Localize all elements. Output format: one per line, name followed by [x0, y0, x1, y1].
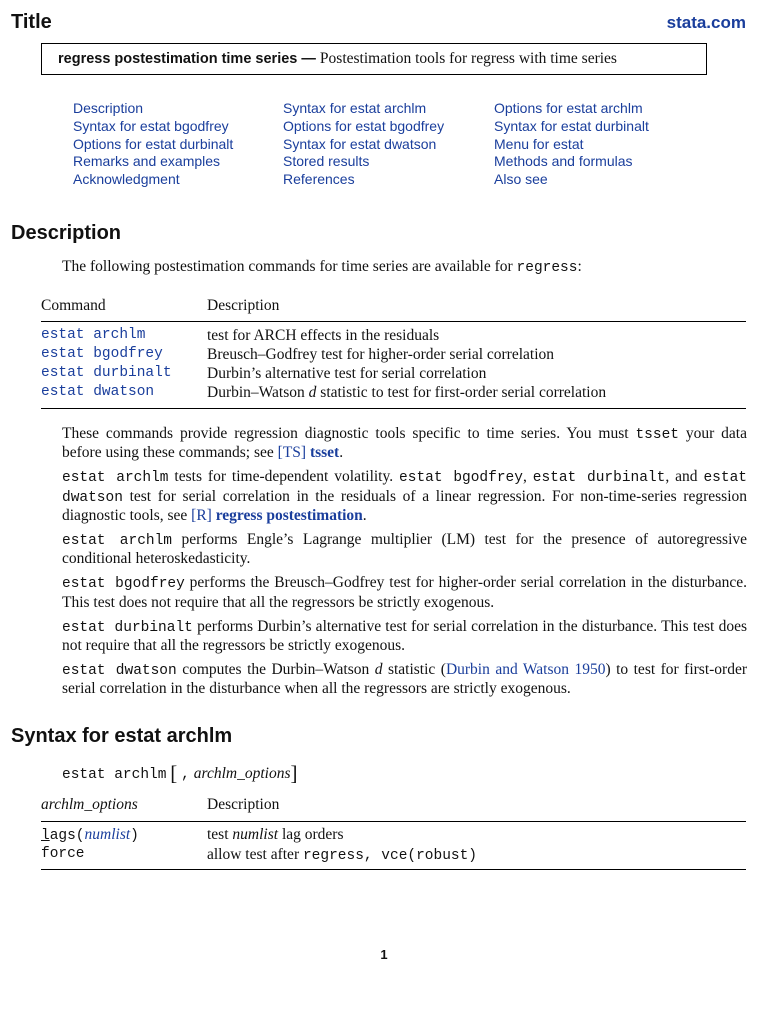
paragraph: estat dwatson computes the Durbin–Watson d statistic (Durbin and Watson 1950) to test for first-order serial correlation in the disturbance when all the regressors are strictly exogenous. — [62, 661, 747, 698]
intro-colon: : — [577, 258, 582, 275]
citation-link[interactable]: Durbin and Watson 1950 — [445, 661, 606, 679]
intro-command: regress — [516, 260, 578, 276]
syntax-bracket-open: [ — [170, 761, 178, 785]
toc-column-1 — [73, 100, 233, 189]
paragraph: estat archlm performs Engle’s Lagrange multiplier (LM) test for the presence of autoregressive conditional heteroskedasticity. — [62, 531, 748, 568]
row-desc-part: Durbin–Watson — [207, 384, 309, 401]
row-desc-var: d — [308, 384, 317, 401]
command-link[interactable]: estat archlm — [41, 327, 146, 343]
header-description: Description — [207, 796, 280, 813]
toc-link[interactable]: Syntax for estat bgodfrey — [73, 117, 229, 134]
header-command: Command — [41, 297, 106, 314]
option-force: force — [41, 846, 85, 862]
table-rule — [41, 408, 746, 409]
option-abbrev: l — [41, 828, 50, 844]
row-description: test for ARCH effects in the residuals — [207, 327, 440, 344]
toc-column-2 — [283, 100, 444, 189]
table-rule — [41, 321, 746, 322]
numlist-link[interactable]: numlist — [84, 826, 131, 843]
toc-link[interactable]: Stored results — [283, 153, 370, 170]
row-description: allow test after regress, vce(robust) — [207, 846, 478, 864]
option-lags — [41, 825, 139, 846]
header-options: archlm_options — [41, 796, 138, 813]
title-command: regress postestimation time series — [58, 51, 298, 67]
manual-ref-link[interactable]: [R] — [191, 506, 212, 524]
site-link[interactable]: stata.com — [666, 13, 746, 32]
row-description: Durbin’s alternative test for serial correlation — [207, 365, 487, 382]
description-body — [41, 425, 747, 699]
tsset-link[interactable]: tsset — [309, 444, 340, 462]
toc-link[interactable]: References — [283, 171, 355, 188]
title-box — [41, 43, 707, 75]
page-number: 1 — [380, 947, 388, 962]
toc-link[interactable]: Options for estat durbinalt — [73, 135, 234, 152]
intro-text: The following postestimation commands for time series are available for — [62, 258, 517, 275]
toc-link[interactable]: Acknowledgment — [73, 171, 180, 188]
toc-link[interactable]: Also see — [494, 171, 548, 188]
syntax-command: estat archlm — [62, 767, 167, 783]
page-title: Title — [11, 11, 52, 33]
paragraph: estat bgodfrey performs the Breusch–Godfrey test for higher-order serial correlation in the disturbance. This test does not require that all the regressors be strictly exogenous. — [62, 574, 747, 611]
section-heading-syntax-archlm: Syntax for estat archlm — [11, 725, 233, 747]
syntax-comma: , — [181, 767, 190, 783]
header-description: Description — [207, 297, 280, 314]
description-intro — [41, 258, 747, 277]
toc-link[interactable]: Remarks and examples — [73, 153, 221, 170]
title-dash: — — [297, 51, 320, 67]
toc-column-3 — [494, 100, 649, 189]
toc-link[interactable]: Methods and formulas — [494, 153, 633, 170]
option-close: ) — [130, 828, 139, 844]
toc-link[interactable]: Syntax for estat dwatson — [283, 135, 437, 152]
manual-ref-link[interactable]: [TS] — [277, 444, 307, 462]
row-description: Breusch–Godfrey test for higher-order serial correlation — [207, 346, 555, 363]
row-description: test numlist lag orders — [207, 826, 344, 843]
toc-link[interactable]: Options for estat bgodfrey — [283, 117, 445, 134]
toc-link[interactable]: Syntax for estat archlm — [283, 100, 427, 116]
syntax-bracket-close: ] — [290, 761, 298, 785]
command-link[interactable]: estat dwatson — [41, 384, 155, 400]
regress-postestimation-link[interactable]: regress postestimation — [215, 506, 363, 524]
option-rest: ags( — [49, 828, 85, 844]
paragraph: estat durbinalt performs Durbin’s alternative test for serial correlation in the disturbance. This test does not require that all the regressors be strictly exogenous. — [62, 617, 747, 655]
toc-link[interactable]: Options for estat archlm — [494, 100, 643, 116]
paragraph: estat archlm tests for time-dependent volatility. estat bgodfrey, estat durbinalt, and estat dwatson test for serial correlation in the residuals of a linear regression. For non-time-series regression diagnostic tools, see [R] regress postestimation. — [62, 468, 747, 524]
toc-link[interactable]: Description — [73, 100, 144, 116]
table-rule — [41, 821, 746, 822]
title-summary: Postestimation tools for regress with time series — [319, 50, 617, 67]
command-link[interactable]: estat durbinalt — [41, 365, 172, 381]
row-description — [207, 383, 606, 402]
syntax-line — [41, 761, 747, 785]
command-link[interactable]: estat bgodfrey — [41, 346, 163, 362]
row-desc-part: statistic to test for first-order serial correlation — [316, 384, 607, 401]
section-heading-description: Description — [11, 222, 122, 244]
toc-link[interactable]: Menu for estat — [494, 135, 584, 152]
table-rule — [41, 869, 746, 870]
paragraph: These commands provide regression diagnostic tools specific to time series. You must tsset your data before using these commands; see [TS] tsset. — [62, 425, 747, 462]
syntax-options-word: archlm_options — [193, 765, 291, 782]
toc-link[interactable]: Syntax for estat durbinalt — [494, 117, 649, 134]
